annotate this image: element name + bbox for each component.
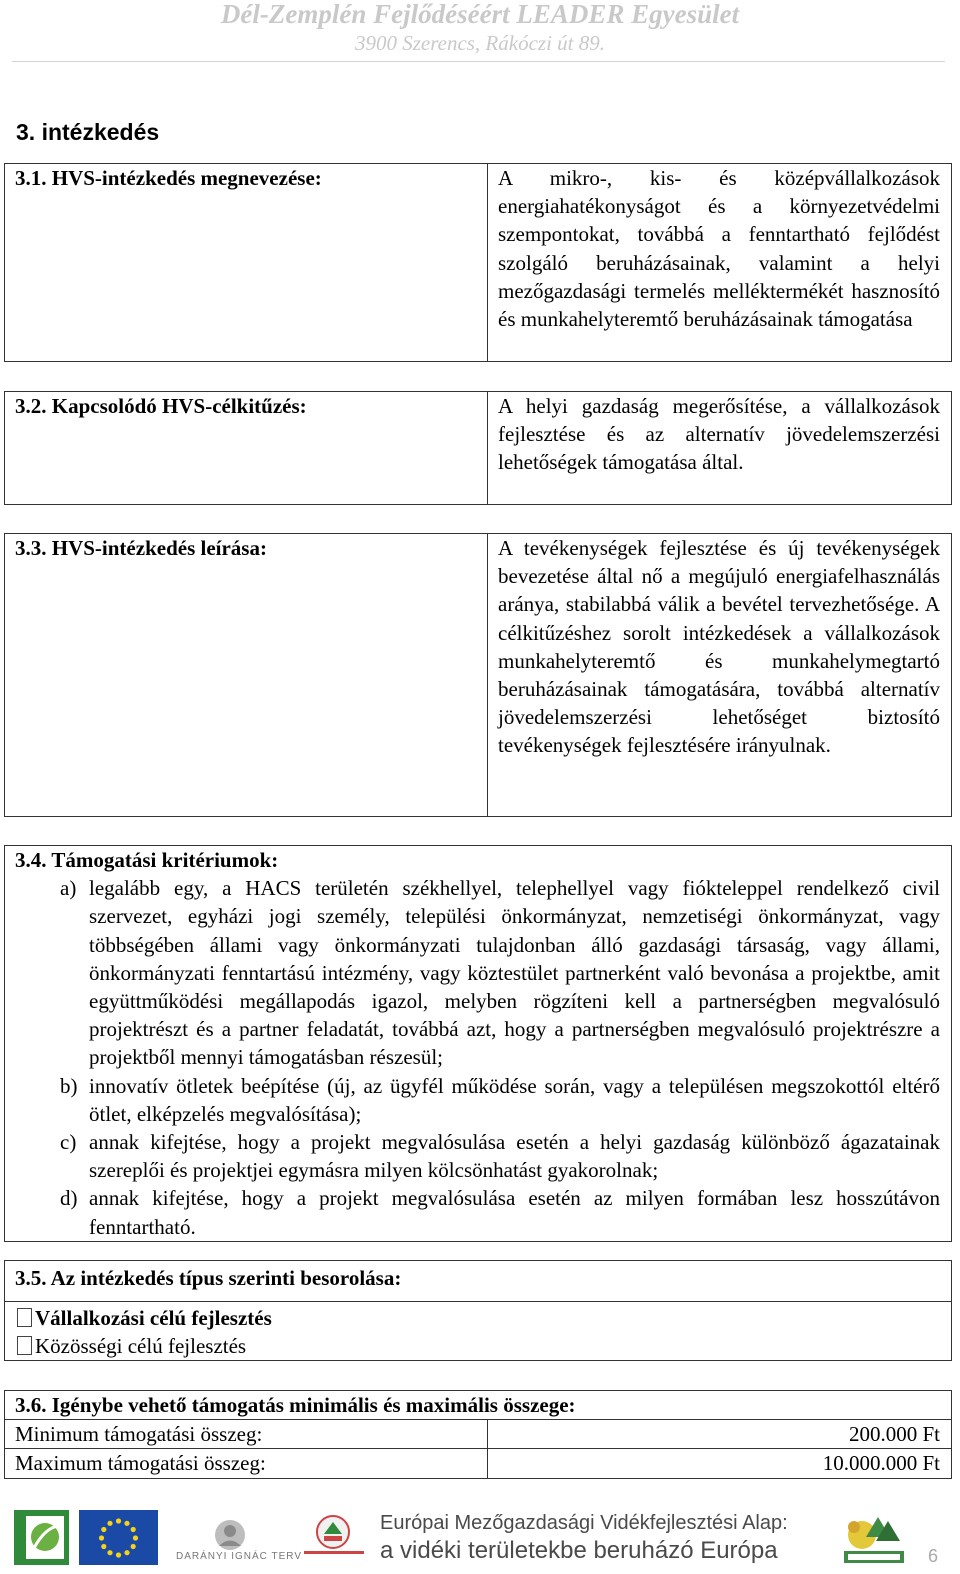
classification-table [4, 1260, 952, 1361]
row-3-3-label: 3.3. HVS-intézkedés leírása: [5, 534, 488, 817]
row-3-1-value: A mikro-, kis- és középvállalkozások energiahatékonyságot és a környezetvédelmi szempontokat, továbbá a fenntartható fejlődést szolgáló beruházásainak, valamint a helyi mezőgazdasági termelés melléktermékét hasznosító és munkahelyteremtő beruházásainak támogatása [488, 164, 952, 362]
criteria-item: b) innovatív ötletek beépítése (új, az ügyfél működése során, vagy a településen megszokottól eltérő ötlet, elképzelés megvalósítása); [60, 1073, 940, 1126]
footer [0, 1507, 960, 1574]
checkbox-icon[interactable] [17, 1336, 32, 1355]
max-amount-value: 10.000.000 Ft [488, 1449, 952, 1478]
header-title: Dél-Zemplén Fejlődéséért LEADER Egyesület [220, 0, 740, 29]
eu-fund-line2: a vidéki területekbe beruházó Európa [380, 1537, 778, 1564]
amounts-title: 3.6. Igénybe vehető támogatás minimális és maximális összege: [15, 1393, 576, 1417]
criteria-title: 3.4. Támogatási kritériumok: [15, 848, 279, 872]
checkbox-icon[interactable] [17, 1308, 32, 1327]
row-3-2-table [4, 391, 952, 505]
amounts-table [4, 1390, 952, 1479]
row-3-1-table [4, 163, 952, 362]
daranyi-portrait-icon [200, 1515, 260, 1555]
criteria-item: c) annak kifejtése, hogy a projekt megvalósulása esetén a helyi gazdaság különböző ágazatainak szereplői és projektjei egymásra milyen kölcsönhatást gyakorolnak; [60, 1130, 940, 1183]
uj-magyarorszag-logo-icon [310, 1512, 356, 1552]
eu-flag-icon [79, 1510, 158, 1565]
min-amount-value: 200.000 Ft [488, 1420, 952, 1449]
row-3-3-table [4, 533, 952, 817]
row-3-1-label: 3.1. HVS-intézkedés megnevezése: [5, 164, 488, 362]
section-title: 3. intézkedés [16, 119, 160, 145]
criteria-table [4, 845, 952, 1242]
criteria-list [5, 874, 951, 1241]
daranyi-label: DARÁNYI IGNÁC TERV [176, 1551, 302, 1562]
leader-logo-icon [14, 1510, 69, 1565]
uj-magyarorszag-bar [304, 1551, 364, 1554]
row-3-2-value: A helyi gazdaság megerősítése, a vállalkozások fejlesztése és az alternatív jövedelemszerzési lehetőségek támogatása által. [488, 392, 952, 505]
classification-option-business[interactable]: Vállalkozási célú fejlesztés [17, 1304, 951, 1332]
row-3-2-label: 3.2. Kapcsolódó HVS-célkitűzés: [5, 392, 488, 505]
del-zemplen-leader-logo-icon [838, 1507, 914, 1567]
classification-option-community[interactable]: Közösségi célú fejlesztés [17, 1332, 951, 1360]
page-number: 6 [928, 1546, 939, 1566]
criteria-item: a) legalább egy, a HACS területén székhellyel, telephellyel vagy fiókteleppel rendelkező civil szervezet, egyházi jogi személy, települési önkormányzat, nemzetiségi önkormányzat, vagy többségében állami vagy önkormányzati tulajdonban álló gazdasági társaság, vagy állami, önkormányzati fenntartású intézmény, vagy köztestület partnerként való bevonása a projektbe, amit együttműködési megállapodás igazol, melyben rögzíteni kell a partnerségben megvalósuló projektrészt és a partner feladatát, továbbá azt, hogy a partnerségben megvalósuló projektrészre a projektből mennyi támogatásban részesül; [60, 876, 940, 1070]
eu-fund-line1: Európai Mezőgazdasági Vidékfejlesztési Alap: [380, 1512, 788, 1534]
criteria-item: d) annak kifejtése, hogy a projekt megvalósulása esetén az milyen formában lesz hosszútávon fenntartható. [60, 1186, 940, 1239]
row-3-3-value: A tevékenységek fejlesztése és új tevékenységek bevezetése által nő a megújuló energiafelhasználás aránya, stabilabbá válik a bevétel tervezhetősége. A célkitűzéshez sorolt intézkedések a vállalkozások munkahelyteremtő és munkahelymegtartó beruházásainak támogatására, továbbá alternatív jövedelemszerzési lehetőséget biztosító tevékenységek fejlesztésére irányulnak. [488, 534, 952, 817]
max-amount-label: Maximum támogatási összeg: [5, 1449, 488, 1478]
header-divider [12, 61, 945, 62]
min-amount-label: Minimum támogatási összeg: [5, 1420, 488, 1449]
header-address: 3900 Szerencs, Rákóczi út 89. [354, 31, 605, 55]
classification-title: 3.5. Az intézkedés típus szerinti besorolása: [15, 1266, 402, 1290]
